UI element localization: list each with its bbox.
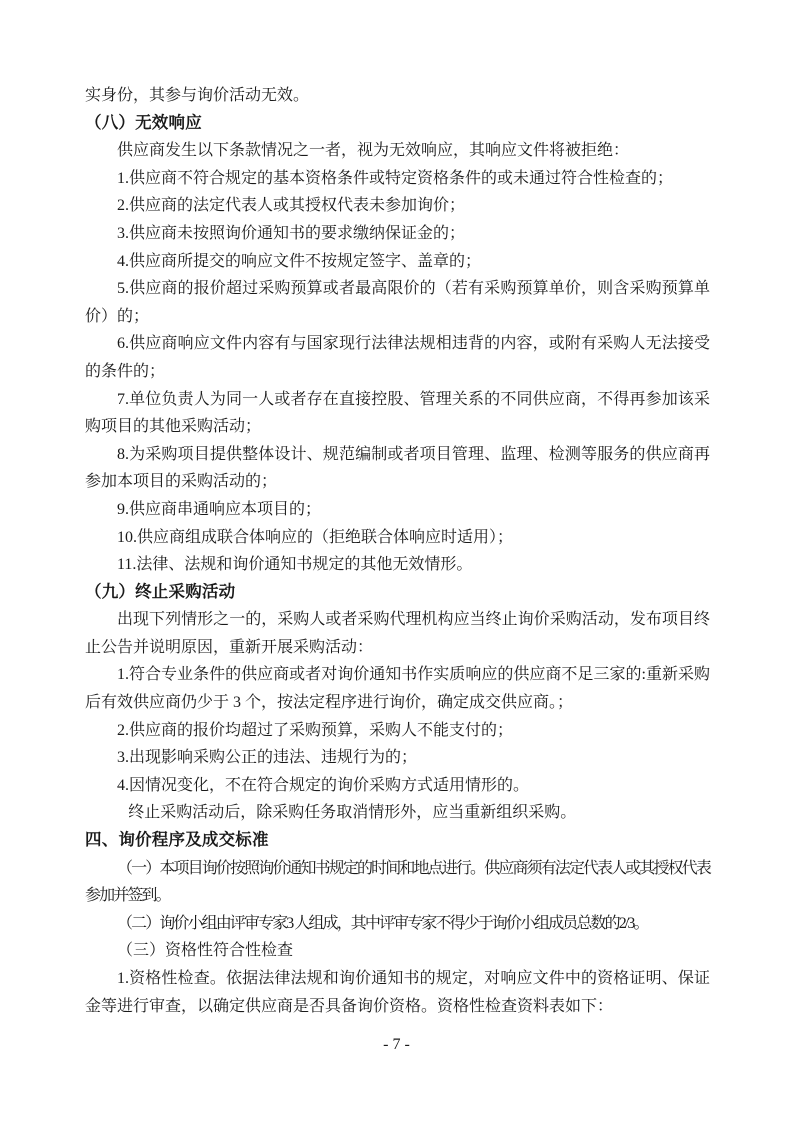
paragraph: 2.供应商的报价均超过了采购预算，采购人不能支付的；	[117, 721, 514, 739]
paragraph: 供应商发生以下条款情况之一者，视为无效响应，其响应文件将被拒绝：	[117, 142, 630, 160]
section-heading: 四、询价程序及成交标准	[85, 831, 269, 850]
section-heading: （九）终止采购活动	[85, 582, 236, 601]
paragraph: 7.单位负责人为同一人或者存在直接控股、管理关系的不同供应商，不得再参加该采购项目的其他采购活动；	[85, 390, 710, 436]
paragraph: 11.法律、法规和询价通知书规定的其他无效情形。	[117, 556, 473, 574]
paragraph: 6.供应商响应文件内容有与国家现行法律法规相违背的内容，或附有采购人无法接受的条件的；	[85, 335, 710, 380]
paragraph: 出现下列情形之一的，采购人或者采购代理机构应当终止询价采购活动，发布项目终止公告并说明原因，重新开展采购活动：	[85, 611, 710, 656]
paragraph: 3.出现影响采购公正的违法、违规行为的；	[117, 749, 418, 767]
paragraph: （三）资格性符合性检查	[117, 942, 294, 960]
paragraph: 9.供应商串通响应本项目的；	[117, 500, 322, 518]
paragraph: 1.资格性检查。依据法律法规和询价通知书的规定，对响应文件中的资格证明、保证金等进行审查，以确定供应商是否具备询价资格。资格性检查资料表如下：	[85, 970, 710, 1015]
paragraph: 10.供应商组成联合体响应的（拒绝联合体响应时适用）；	[117, 528, 514, 546]
paragraph: 1.符合专业条件的供应商或者对询价通知书作实质响应的供应商不足三家的:重新采购后有效供应商仍少于 3 个，按法定程序进行询价，确定成交供应商。；	[85, 666, 710, 712]
section-heading: （八）无效响应	[85, 113, 202, 132]
document-body	[85, 82, 710, 1020]
paragraph: 4.供应商所提交的响应文件不按规定签字、盖章的；	[117, 252, 482, 270]
paragraph: 1.供应商不符合规定的基本资格条件或特定资格条件的或未通过符合性检查的；	[117, 169, 674, 187]
paragraph: 4.因情况变化，不在符合规定的询价采购方式适用情形的。	[117, 776, 530, 794]
page-number: - 7 -	[383, 1036, 410, 1053]
paragraph: （二）询价小组由评审专家3 人组成，其中评审专家不得少于询价小组成员总数的2/3。	[117, 914, 648, 932]
paragraph: 终止采购活动后，除采购任务取消情形外，应当重新组织采购。	[128, 804, 577, 822]
paragraph: 实身份，其参与询价活动无效。	[85, 87, 310, 104]
paragraph: （一）本项目询价按照询价通知书规定的时间和地点进行。供应商须有法定代表人或其授权代表参加并签到。	[85, 859, 710, 905]
paragraph: 8.为采购项目提供整体设计、规范编制或者项目管理、监理、检测等服务的供应商再参加本项目的采购活动的；	[85, 445, 710, 491]
paragraph: 2.供应商的法定代表人或其授权代表未参加询价；	[117, 197, 466, 215]
paragraph: 5.供应商的报价超过采购预算或者最高限价的（若有采购预算单价，则含采购预算单价）的；	[85, 280, 710, 325]
page-footer	[0, 1036, 793, 1054]
paragraph: 3.供应商未按照询价通知书的要求缴纳保证金的；	[117, 224, 466, 242]
